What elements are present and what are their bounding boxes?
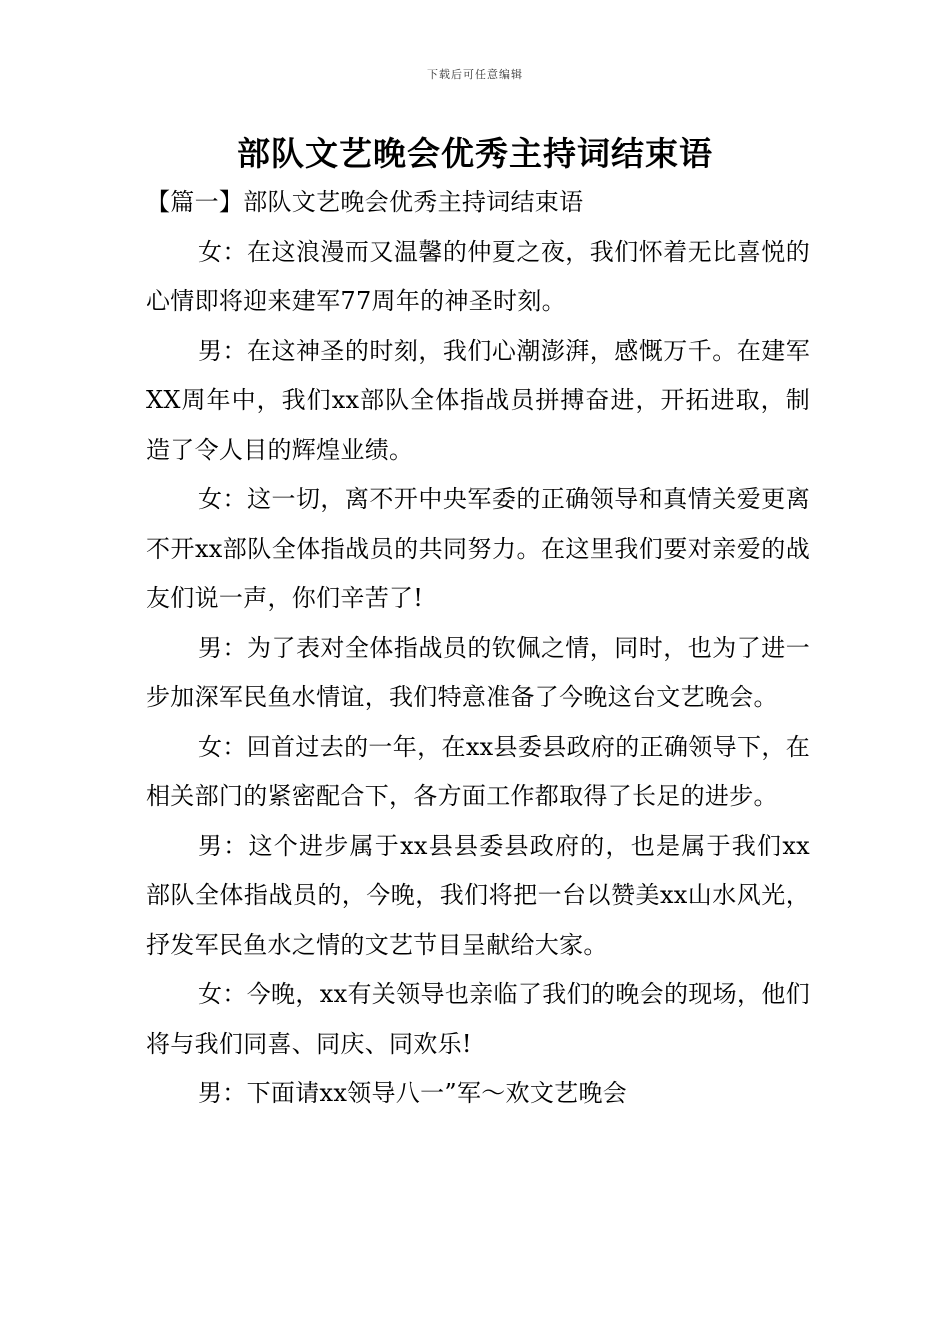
header-note: 下载后可任意编辑 [427,68,523,81]
paragraph-3: 女：这一切，离不开中央军委的正确领导和真情关爱更离不开xx部队全体指战员的共同努力。在这里我们要对亲爱的战友们说一声，你们辛苦了! [146,485,810,612]
paragraph-7: 女：今晚，xx有关领导也亲临了我们的晚会的现场，他们将与我们同喜、同庆、同欢乐! [146,980,810,1058]
paragraph-6: 男：这个进步属于xx县县委县政府的，也是属于我们xx部队全体指战员的，今晚，我们将把一台以赞美xx山水风光，抒发军民鱼水之情的文艺节目呈献给大家。 [146,831,810,959]
paragraph-5: 女：回首过去的一年，在xx县委县政府的正确领导下，在相关部门的紧密配合下，各方面工作都取得了长足的进步。 [146,732,810,810]
paragraph-2: 男：在这神圣的时刻，我们心潮澎湃，感慨万千。在建军XX周年中，我们xx部队全体指战员拼搏奋进，开拓进取，制造了令人目的辉煌业绩。 [146,336,810,464]
paragraph-8: 男：下面请xx领导八一”军～欢文艺晚会 [198,1079,628,1107]
paragraph-1: 女：在这浪漫而又温馨的仲夏之夜，我们怀着无比喜悦的心情即将迎来建军77周年的神圣时刻。 [146,237,810,315]
paragraph-4: 男：为了表对全体指战员的钦佩之情，同时，也为了进一步加深军民鱼水情谊，我们特意准备了今晚这台文艺晚会。 [146,633,810,711]
document-body [146,178,810,1119]
document-title: 部队文艺晚会优秀主持词结束语 [237,134,713,173]
section-heading: 【篇一】部队文艺晚会优秀主持词结束语 [146,188,584,216]
